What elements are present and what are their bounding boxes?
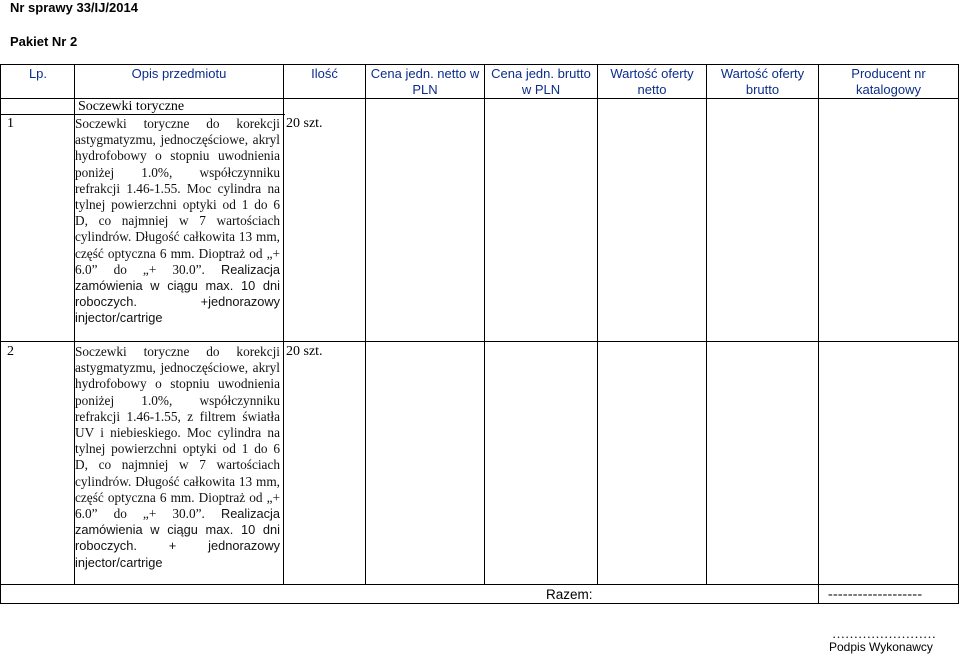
col-value-gross: Wartość oferty brutto bbox=[720, 66, 805, 97]
row-1-description bbox=[75, 116, 280, 327]
row-1-description-text: Soczewki toryczne do korekcji astygmatyzmu, jednoczęściowe, akryl hydrofobowy o stopniu uwodnienia poniżej 1.0%, współczynniku refrakcji 1.46-1.55. Moc cylindra na tylnej powierzchni optyki od 1 do 6 D, co najmniej w 7 wartościach cylindrów. Długość całkowita 13 mm, część optyczna 6 mm. Dioptraż od „+ 6.0” do „+ 30.0”. bbox=[75, 116, 280, 277]
col-lp: Lp. bbox=[28, 66, 48, 81]
section-title: Soczewki toryczne bbox=[78, 99, 185, 114]
col-value-net: Wartość oferty netto bbox=[610, 66, 694, 97]
row-2-lp: 2 bbox=[7, 344, 14, 359]
signature-label: Podpis Wykonawcy bbox=[829, 640, 933, 654]
row-2-qty: 20 szt. bbox=[286, 344, 323, 359]
total-value: ------------------- bbox=[828, 587, 923, 602]
col-qty: Ilość bbox=[311, 66, 338, 81]
row-1-lp: 1 bbox=[7, 116, 14, 131]
row-1-condition: Realizacja zamówienia w ciągu max. 10 dni roboczych. +jednorazowy injector/cartrige bbox=[75, 261, 280, 326]
row-2-description bbox=[75, 344, 280, 571]
total-label: Razem: bbox=[546, 587, 593, 602]
col-unit-net: Cena jedn. netto w PLN bbox=[370, 66, 480, 97]
col-unit-gross: Cena jedn. brutto w PLN bbox=[491, 66, 591, 97]
case-number: Nr sprawy 33/IJ/2014 bbox=[10, 0, 138, 15]
row-2-description-text: Soczewki toryczne do korekcji astygmatyzmu, jednoczęściowe, akryl hydrofobowy o stopniu uwodnienia poniżej 1.0%, współczynniku refrakcji 1.46-1.55, z filtrem światła UV i niebieskiego. Moc cylindra na tylnej powierzchni optyki od 1 do 6 D, co najmniej w 7 wartościach cylindrów. Długość całkowita 13 mm, część optyczna 6 mm. Dioptraż od „+ 6.0” do „+ 30.0”. bbox=[75, 344, 280, 522]
row-1-qty: 20 szt. bbox=[286, 116, 323, 131]
col-description: Opis przedmiotu bbox=[131, 66, 227, 81]
row-2-condition: Realizacja zamówienia w ciągu max. 10 dni roboczych. + jednorazowy injector/cartrige bbox=[75, 506, 280, 570]
package-title: Pakiet Nr 2 bbox=[10, 34, 78, 49]
signature-line: …………………… bbox=[832, 626, 936, 641]
col-producer: Producent nr katalogowy bbox=[851, 66, 926, 97]
